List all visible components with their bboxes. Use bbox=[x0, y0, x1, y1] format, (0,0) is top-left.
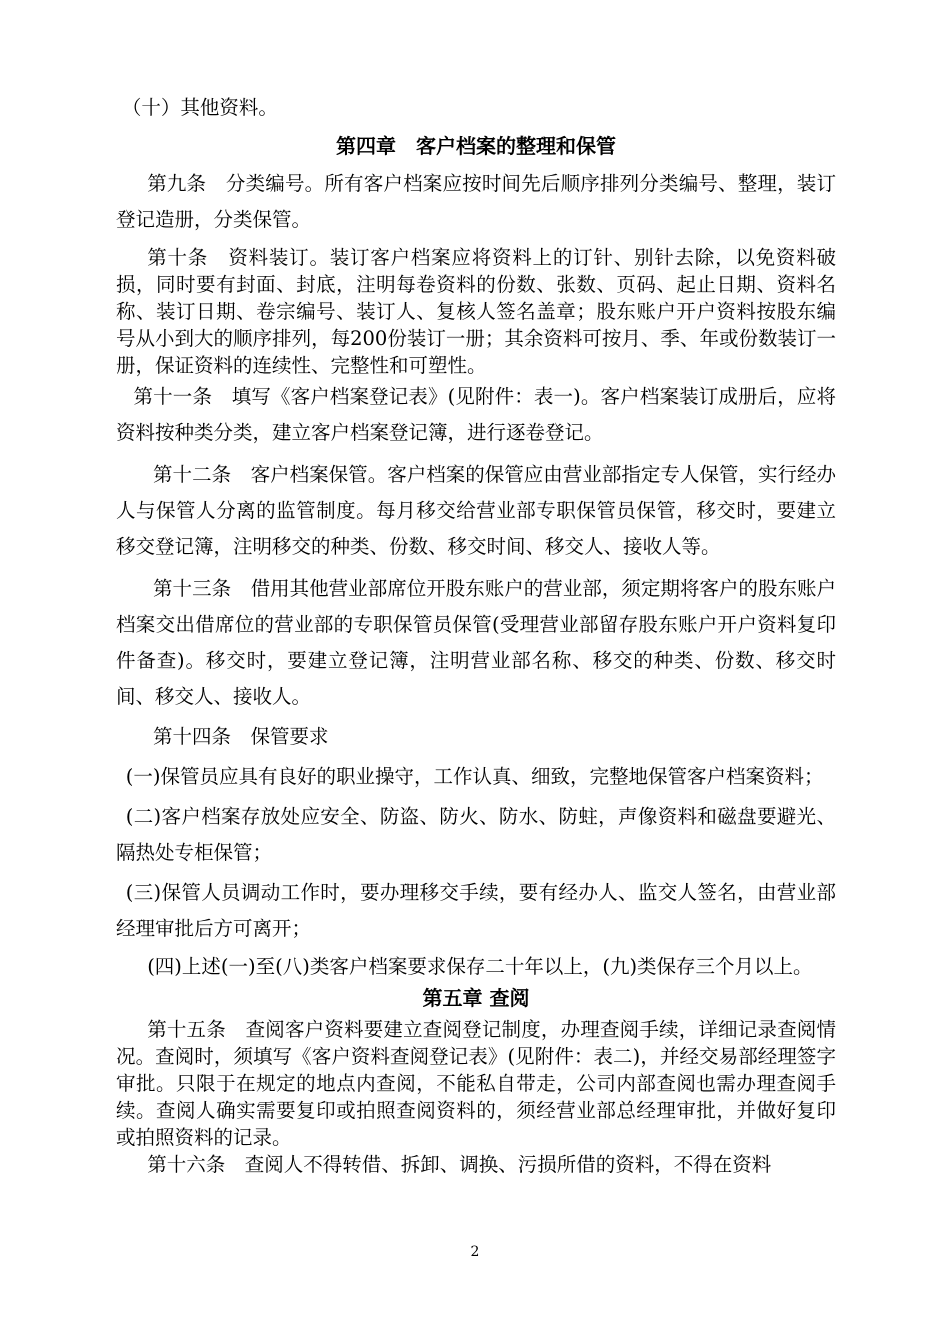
requirement-item-two: (二)客户档案存放处应安全、防盗、防火、防水、防蛀，声像资料和磁盘要避光、隔热处专柜保管； bbox=[116, 805, 836, 864]
article-twelve: 第十二条 客户档案保管。客户档案的保管应由营业部指定专人保管，实行经办人与保管人分离的监管制度。每月移交给营业部专职保管员保管，移交时，要建立移交登记簿，注明移交的种类、份数、移交时间、移交人、接收人等。 bbox=[116, 463, 836, 558]
requirement-item-three: (三)保管人员调动工作时，要办理移交手续，要有经办人、监交人签名，由营业部经理审批后方可离开； bbox=[116, 881, 836, 940]
article-thirteen: 第十三条 借用其他营业部席位开股东账户的营业部，须定期将客户的股东账户档案交出借席位的营业部的专职保管员保管(受理营业部留存股东账户开户资料复印件备查)。移交时，要建立登记簿，注明营业部名称、移交的种类、份数、移交时间、移交人、接收人。 bbox=[116, 577, 836, 708]
article-eleven: 第十一条 填写《客户档案登记表》(见附件：表一)。客户档案装订成册后，应将资料按种类分类，建立客户档案登记簿，进行逐卷登记。 bbox=[116, 385, 836, 444]
item-ten-other-materials: （十）其他资料。 bbox=[121, 96, 278, 119]
chapter-five-heading: 第五章 查阅 bbox=[422, 986, 530, 1010]
requirement-item-one: (一)保管员应具有良好的职业操守，工作认真、细致，完整地保管客户档案资料； bbox=[125, 765, 824, 788]
article-ten: 第十条 资料装订。装订客户档案应将资料上的订针、别针去除，以免资料破损，同时要有封面、封底，注明每卷资料的份数、张数、页码、起止日期、资料名称、装订日期、卷宗编号、装订人、复核人签名盖章；股东账户开户资料按股东编号从小到大的顺序排列，每200份装订一册；其余资料可按月、季、年或份数装订一册，保证资料的连续性、完整性和可塑性。 bbox=[116, 246, 836, 377]
article-fourteen: 第十四条 保管要求 bbox=[153, 725, 329, 748]
article-nine: 第九条 分类编号。所有客户档案应按时间先后顺序排列分类编号、整理，装订登记造册，分类保管。 bbox=[116, 172, 836, 231]
chapter-four-heading: 第四章 客户档案的整理和保管 bbox=[336, 134, 616, 158]
document-body bbox=[116, 90, 836, 1178]
page-number: 2 bbox=[470, 1244, 480, 1260]
requirement-item-four: (四)上述(一)至(八)类客户档案要求保存二十年以上，(九)类保存三个月以上。 bbox=[147, 955, 813, 978]
article-fifteen: 第十五条 查阅客户资料要建立查阅登记制度，办理查阅手续，详细记录查阅情况。查阅时，须填写《客户资料查阅登记表》(见附件：表二)，并经交易部经理签字审批。只限于在规定的地点内查阅，不能私自带走，公司内部查阅也需办理查阅手续。查阅人确实需要复印或拍照查阅资料的，须经营业部总经理审批，并做好复印或拍照资料的记录。 bbox=[116, 1018, 836, 1149]
article-sixteen: 第十六条 查阅人不得转借、拆卸、调换、污损所借的资料，不得在资料 bbox=[147, 1153, 772, 1176]
